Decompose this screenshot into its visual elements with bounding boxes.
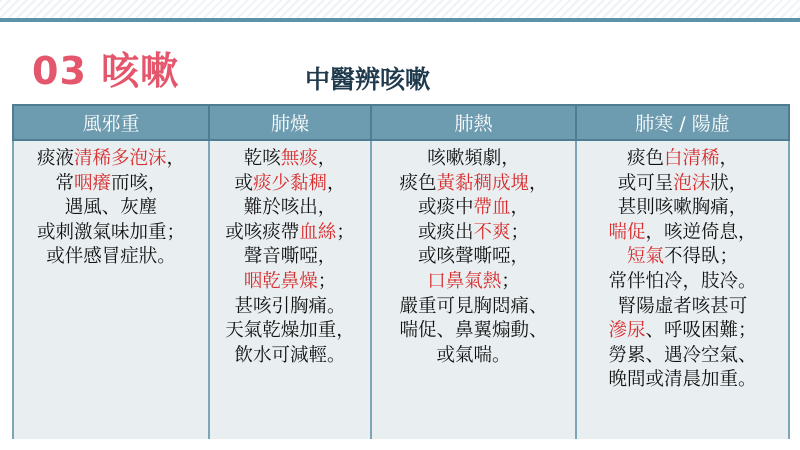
symptom-line bbox=[210, 172, 370, 197]
symptom-text: 或 bbox=[234, 172, 253, 194]
symptom-text: 或痰出 bbox=[417, 221, 474, 243]
symptom-line bbox=[210, 147, 370, 172]
symptom-line bbox=[14, 245, 208, 270]
page-title: 03 咳嗽 bbox=[32, 49, 180, 93]
symptom-text: 或咳聲嘶啞， bbox=[417, 246, 529, 268]
symptom-line bbox=[14, 147, 208, 172]
symptom-text: 乾咳 bbox=[243, 148, 281, 169]
symptom-text: 甚咳引胸痛。 bbox=[234, 295, 346, 317]
symptom-text: 或刺激氣味加重； bbox=[36, 221, 185, 243]
symptom-line bbox=[372, 270, 575, 295]
symptom-cell bbox=[13, 140, 209, 439]
symptom-line bbox=[372, 319, 575, 344]
symptom-line bbox=[577, 270, 788, 295]
symptom-cell bbox=[576, 140, 789, 439]
highlighted-term: 帶血 bbox=[473, 197, 511, 219]
highlighted-term: 短氣 bbox=[626, 246, 664, 268]
symptom-text: ； bbox=[317, 270, 337, 292]
top-decor-bar bbox=[0, 0, 800, 22]
highlighted-term: 血絲 bbox=[299, 221, 337, 243]
highlighted-term: 無痰 bbox=[280, 148, 318, 169]
symptom-text: ， bbox=[510, 197, 530, 219]
symptom-line bbox=[372, 172, 575, 197]
symptom-line bbox=[577, 172, 788, 197]
symptom-line bbox=[577, 295, 788, 320]
symptom-text: ， bbox=[327, 172, 346, 194]
symptom-line bbox=[372, 245, 575, 270]
symptom-line bbox=[14, 221, 208, 246]
symptom-text: 痰色 bbox=[626, 148, 664, 169]
symptom-line bbox=[577, 147, 788, 172]
syndrome-table bbox=[12, 104, 790, 439]
symptom-text: 或伴感冒症狀。 bbox=[46, 246, 176, 268]
symptom-line bbox=[14, 196, 208, 221]
symptom-text: 咳嗽頻劇， bbox=[427, 148, 520, 169]
highlighted-term: 黃黏稠成塊 bbox=[436, 172, 529, 194]
symptom-cell bbox=[209, 140, 371, 439]
symptom-line bbox=[577, 245, 788, 270]
page-subtitle: 中醫辨咳嗽 bbox=[305, 65, 431, 94]
symptom-line bbox=[372, 147, 575, 172]
highlighted-term: 口鼻氣熱 bbox=[427, 270, 502, 292]
highlighted-term: 白清稀 bbox=[663, 148, 720, 169]
symptom-text: ， bbox=[166, 148, 186, 169]
symptom-text: 聲音嘶啞， bbox=[243, 246, 337, 268]
column-header: 肺寒 / 陽虛 bbox=[576, 105, 789, 140]
symptom-text: 難於咳出， bbox=[243, 197, 337, 219]
symptom-text: 常伴怕冷，肢冷。 bbox=[608, 270, 757, 292]
highlighted-term: 清稀多泡沫 bbox=[73, 148, 167, 169]
symptom-line bbox=[372, 344, 575, 369]
symptom-text: 或可呈 bbox=[617, 172, 674, 194]
symptom-text: ； bbox=[501, 270, 520, 292]
symptom-line bbox=[372, 221, 575, 246]
symptom-line bbox=[577, 368, 788, 393]
symptom-line bbox=[14, 172, 208, 197]
highlighted-term: 喘促 bbox=[608, 221, 646, 243]
symptom-text: ，咳逆倚息， bbox=[645, 221, 757, 243]
highlighted-term: 咽癢 bbox=[73, 172, 111, 194]
symptom-text: ， bbox=[529, 172, 548, 194]
symptom-line bbox=[577, 344, 788, 369]
symptom-text: 腎陽虛者咳甚可 bbox=[617, 295, 748, 317]
symptom-line bbox=[210, 270, 370, 295]
highlighted-term: 滲尿 bbox=[608, 320, 646, 342]
column-header: 肺熱 bbox=[371, 105, 576, 140]
symptom-cell bbox=[371, 140, 576, 439]
symptom-text: 痰液 bbox=[36, 148, 74, 169]
symptom-line bbox=[372, 295, 575, 320]
symptom-line bbox=[210, 196, 370, 221]
symptom-line bbox=[372, 196, 575, 221]
symptom-text: 飲水可減輕。 bbox=[234, 344, 346, 366]
symptom-text: ， bbox=[317, 148, 337, 169]
symptom-text: 天氣乾燥加重， bbox=[225, 320, 355, 342]
symptom-line bbox=[210, 344, 370, 369]
highlighted-term: 不爽 bbox=[473, 221, 511, 243]
symptom-line bbox=[210, 245, 370, 270]
symptom-text: 甚則咳嗽胸痛， bbox=[617, 197, 748, 219]
symptom-text: ； bbox=[510, 221, 530, 243]
symptom-text: 而咳， bbox=[111, 172, 167, 194]
table-row bbox=[13, 140, 789, 439]
table-header-row bbox=[13, 105, 789, 140]
symptom-line bbox=[577, 196, 788, 221]
column-header: 風邪重 bbox=[13, 105, 209, 140]
symptom-text: 或咳痰帶 bbox=[225, 221, 300, 243]
symptom-text: 常 bbox=[55, 172, 74, 194]
symptom-text: 勞累、遇冷空氣、 bbox=[608, 344, 757, 366]
symptom-text: 不得臥； bbox=[664, 246, 739, 268]
symptom-text: 、呼吸困難； bbox=[645, 320, 757, 342]
highlighted-term: 咽乾鼻燥 bbox=[243, 270, 318, 292]
symptom-text: 痰色 bbox=[399, 172, 437, 194]
symptom-text: 或痰中 bbox=[417, 197, 474, 219]
column-header: 肺燥 bbox=[209, 105, 371, 140]
symptom-text: 狀， bbox=[710, 172, 748, 194]
symptom-line bbox=[577, 319, 788, 344]
symptom-text: 或氣喘。 bbox=[436, 344, 511, 366]
symptom-text: 嚴重可見胸悶痛、 bbox=[399, 295, 548, 317]
symptom-text: 喘促、鼻翼煽動、 bbox=[399, 320, 548, 342]
highlighted-term: 泡沫 bbox=[673, 172, 711, 194]
symptom-text: ， bbox=[719, 148, 739, 169]
highlighted-term: 痰少黏稠 bbox=[252, 172, 327, 194]
symptom-line bbox=[210, 319, 370, 344]
symptom-text: 晚間或清晨加重。 bbox=[608, 369, 757, 391]
symptom-text: 遇風、灰塵 bbox=[64, 197, 158, 219]
symptom-line bbox=[577, 221, 788, 246]
symptom-text: ； bbox=[336, 221, 355, 243]
symptom-line bbox=[210, 221, 370, 246]
symptom-line bbox=[210, 295, 370, 320]
